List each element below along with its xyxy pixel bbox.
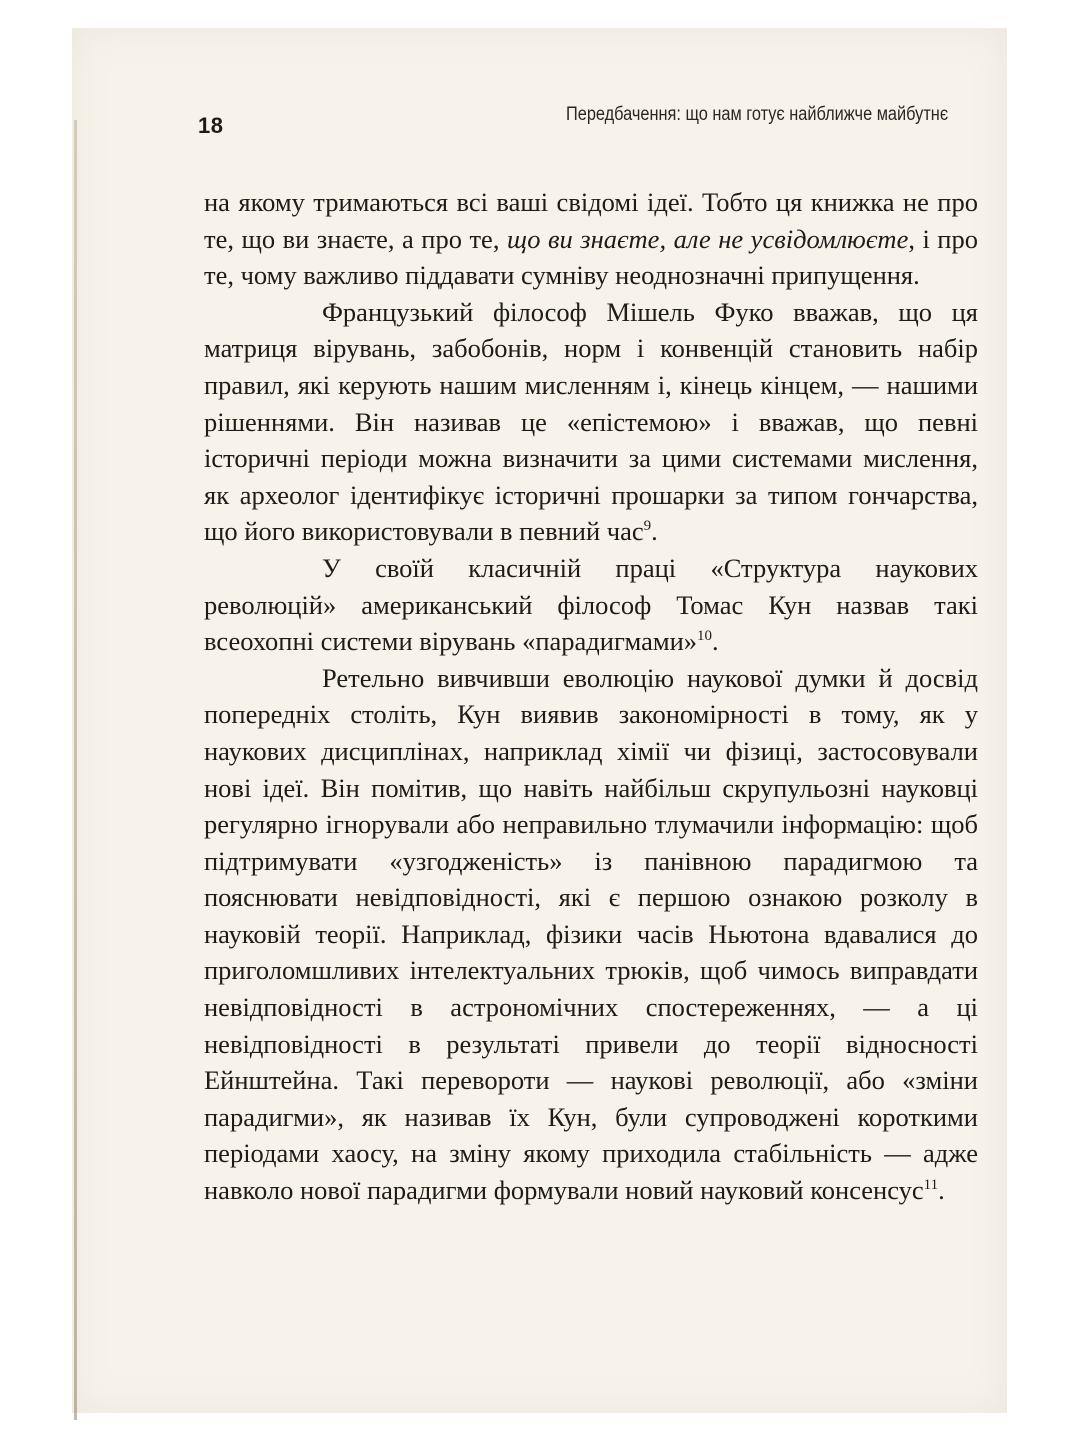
- italic-emphasis: що ви знаєте, але не усвідомлюєте: [506, 223, 909, 254]
- text-span: У своїй класичній праці «Структура наукових революцій» американський філософ Томас Кун назвав такі всеохопні системи вірувань «парадигмами»: [204, 552, 978, 657]
- text-span: Французький філософ Мішель Фуко вважав, що ця матриця вірувань, забобонів, норм і конвенцій становить набір правил, які керують нашим мисленням і, кінець кінцем, — нашими рішеннями. Він називав це «епістемою» і вважав, що певні історичні періоди можна визначити за цими системами мислення, як археолог ідентифікує історичні прошарки за типом гончарства, що його використовували в певний час: [204, 296, 978, 547]
- text-span: .: [938, 1175, 945, 1206]
- chapter-title: Передбачення: що нам готує найближче майбутнє: [566, 104, 949, 125]
- footnote-ref: 9: [643, 518, 652, 535]
- text-span: , і про те, чому важливо піддавати сумніву неоднозначні припущення.: [204, 223, 978, 291]
- paragraph-kuhn-evolution: [204, 660, 978, 1209]
- footnote-ref: 10: [697, 628, 713, 645]
- paragraph-continuation: [204, 184, 978, 294]
- body-text: [204, 184, 978, 1209]
- text-span: на якому тримаються всі ваші свідомі ідеї. Тобто ця книжка не про те, що ви знаєте, а про те,: [204, 187, 978, 254]
- text-span: Ретельно вивчивши еволюцію наукової думки й досвід попередніх століть, Кун виявив закономірності в тому, як у наукових дисциплінах, наприклад хімії чи фізиці, застосовували нові ідеї. Він помітив, що навіть найбільш скрупульозні науковці регулярно ігнорували або неправильно тлумачили інформацію: щоб підтримувати «узгодженість» із панівною парадигмою та пояснювати невідповідності, які є першою ознакою розколу в науковій теорії. Наприклад, фізики часів Ньютона вдавалися до приголомшливих інтелектуальних трюків, щоб чимось виправдати невідповідності в астрономічних спостереженнях, — а ці невідповідності в результаті привели до теорії відносності Ейнштейна. Такі перевороти — наукові революції, або «зміни парадигми», як називав їх Кун, були супроводжені короткими періодами хаосу, на зміну якому приходила стабільність — адже навколо нової парадигми формували новий науковий консенсус: [204, 662, 978, 1206]
- page-number: 18: [198, 113, 224, 138]
- text-span: .: [651, 516, 658, 547]
- page-binding-edge: [74, 120, 77, 1420]
- text-span: .: [712, 626, 719, 657]
- paragraph-foucault: [204, 294, 978, 550]
- paragraph-kuhn-structure: [204, 550, 978, 660]
- footnote-ref: 11: [923, 1177, 939, 1194]
